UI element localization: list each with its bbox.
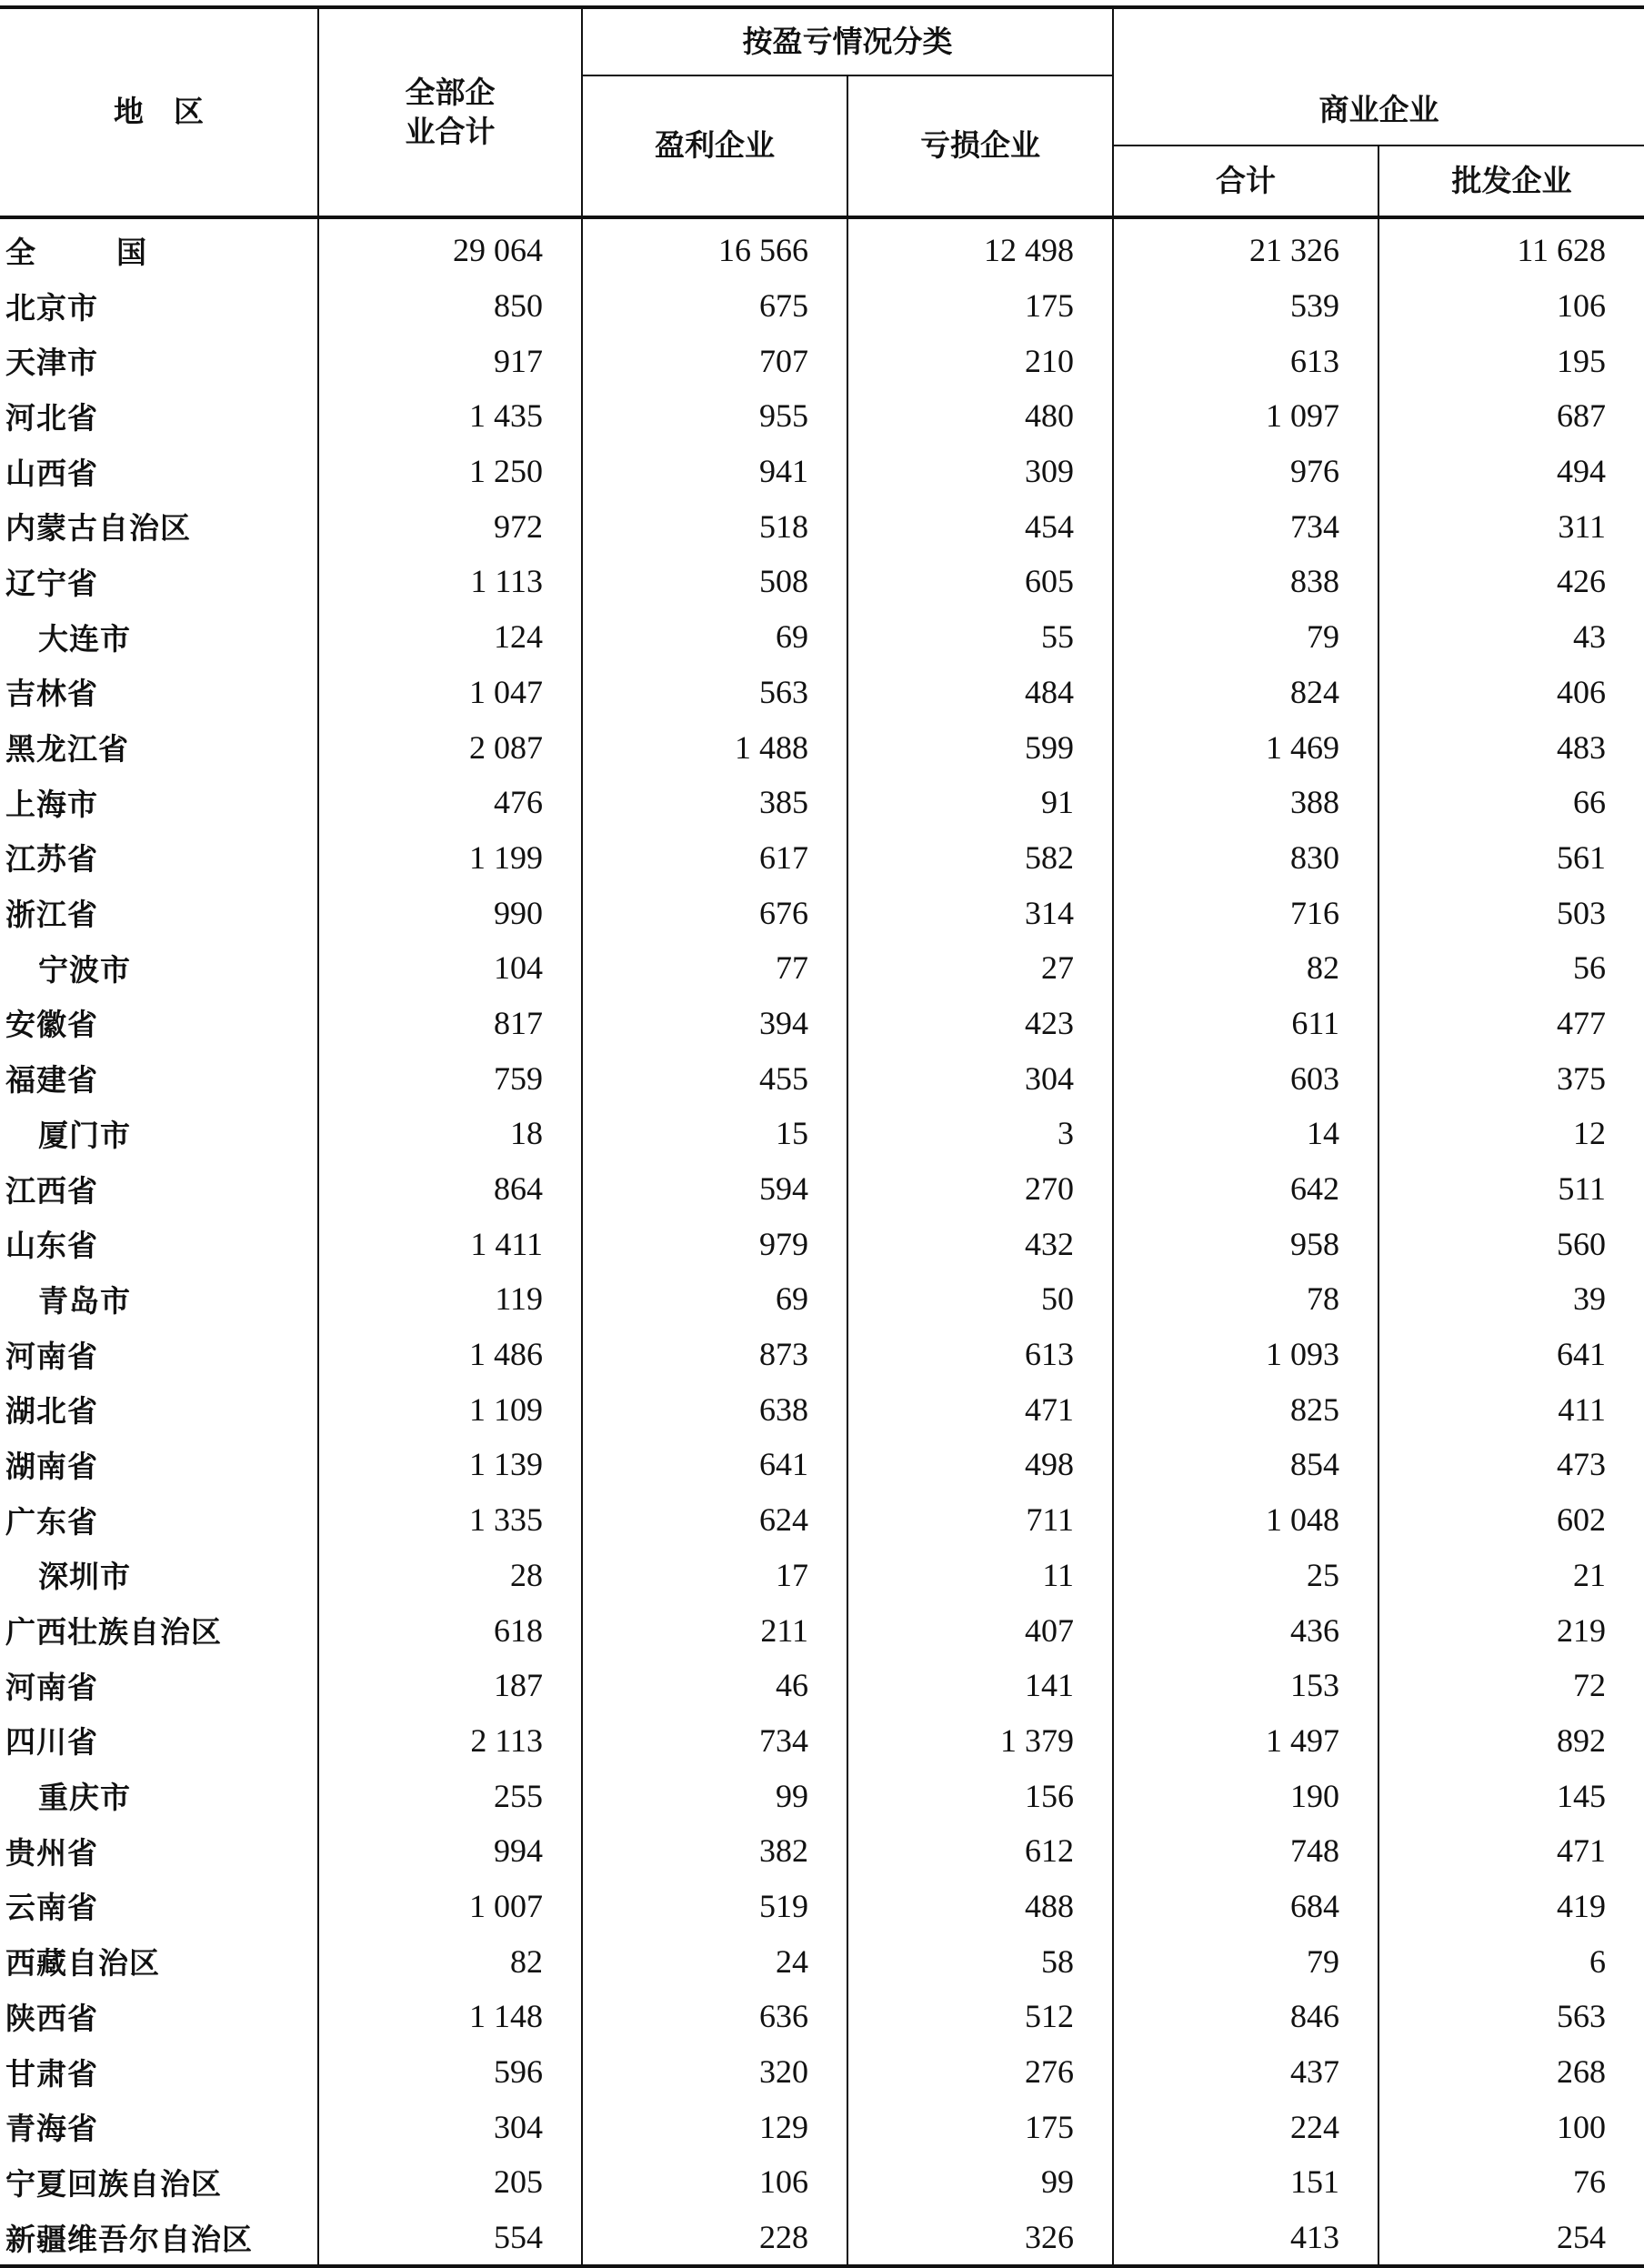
table-row (0, 1327, 1644, 1382)
cell-commercial-total: 838 (1113, 554, 1378, 609)
table-row (0, 1381, 1644, 1437)
cell-wholesale: 11 628 (1378, 217, 1644, 278)
cell-commercial-total: 1 048 (1113, 1492, 1378, 1548)
cell-profitable: 941 (582, 444, 847, 499)
cell-profitable: 617 (582, 830, 847, 886)
cell-commercial-total: 830 (1113, 830, 1378, 886)
cell-total: 82 (318, 1933, 582, 1989)
cell-total: 205 (318, 2154, 582, 2210)
cell-profitable: 636 (582, 1989, 847, 2044)
header-profit-group: 按盈亏情况分类 (582, 7, 1113, 75)
cell-loss: 91 (847, 775, 1113, 830)
cell-region: 广东省 (5, 1503, 98, 1540)
cell-loss: 270 (847, 1161, 1113, 1217)
cell-loss: 3 (847, 1106, 1113, 1161)
enterprise-statistics-table (0, 5, 1644, 2268)
cell-commercial-total: 611 (1113, 996, 1378, 1051)
cell-commercial-total: 684 (1113, 1879, 1378, 1934)
cell-total: 850 (318, 278, 582, 334)
cell-total: 972 (318, 498, 582, 554)
cell-loss: 488 (847, 1879, 1113, 1934)
cell-total: 1 109 (318, 1381, 582, 1437)
cell-profitable: 16 566 (582, 217, 847, 278)
table-header (0, 7, 1644, 217)
cell-commercial-total: 958 (1113, 1216, 1378, 1271)
cell-region: 广西壮族自治区 (5, 1614, 222, 1651)
table-row (0, 719, 1644, 775)
table-row (0, 1989, 1644, 2044)
cell-profitable: 69 (582, 609, 847, 665)
cell-total: 554 (318, 2210, 582, 2267)
cell-profitable: 707 (582, 333, 847, 388)
cell-region: 贵州省 (5, 1834, 98, 1871)
cell-loss: 99 (847, 2154, 1113, 2210)
cell-region: 内蒙古自治区 (5, 510, 191, 547)
cell-commercial-total: 1 097 (1113, 388, 1378, 444)
cell-region: 深圳市 (38, 1559, 131, 1595)
cell-loss: 407 (847, 1602, 1113, 1658)
cell-region: 湖南省 (5, 1448, 98, 1484)
cell-commercial-total: 613 (1113, 333, 1378, 388)
table-body (0, 217, 1644, 2266)
cell-loss: 326 (847, 2210, 1113, 2267)
cell-total: 990 (318, 885, 582, 940)
cell-region: 西藏自治区 (5, 1945, 160, 1982)
cell-wholesale: 511 (1378, 1161, 1644, 1217)
cell-loss: 480 (847, 388, 1113, 444)
table-row (0, 1658, 1644, 1713)
cell-total: 759 (318, 1050, 582, 1106)
cell-total: 28 (318, 1548, 582, 1603)
table-row (0, 2154, 1644, 2210)
cell-wholesale: 419 (1378, 1879, 1644, 1934)
cell-region: 宁夏回族自治区 (5, 2165, 222, 2202)
cell-total: 817 (318, 996, 582, 1051)
cell-wholesale: 195 (1378, 333, 1644, 388)
cell-commercial-total: 151 (1113, 2154, 1378, 2210)
cell-loss: 432 (847, 1216, 1113, 1271)
cell-commercial-total: 21 326 (1113, 217, 1378, 278)
header-region-label: 地 区 (114, 94, 204, 130)
cell-total: 994 (318, 1823, 582, 1879)
cell-region: 湖北省 (5, 1393, 98, 1430)
cell-profitable: 563 (582, 665, 847, 720)
table-row (0, 609, 1644, 665)
table-row (0, 1161, 1644, 1217)
cell-region: 四川省 (5, 1724, 98, 1761)
cell-loss: 141 (847, 1658, 1113, 1713)
cell-wholesale: 892 (1378, 1713, 1644, 1769)
cell-total: 1 139 (318, 1437, 582, 1492)
cell-total: 1 047 (318, 665, 582, 720)
cell-loss: 498 (847, 1437, 1113, 1492)
table-row (0, 665, 1644, 720)
cell-profitable: 99 (582, 1768, 847, 1823)
cell-profitable: 519 (582, 1879, 847, 1934)
cell-wholesale: 43 (1378, 609, 1644, 665)
cell-profitable: 320 (582, 2044, 847, 2100)
cell-loss: 156 (847, 1768, 1113, 1823)
table-row (0, 1713, 1644, 1769)
cell-total: 1 148 (318, 1989, 582, 2044)
cell-profitable: 106 (582, 2154, 847, 2210)
table-row (0, 830, 1644, 886)
cell-profitable: 77 (582, 940, 847, 996)
table-row (0, 1823, 1644, 1879)
cell-wholesale: 477 (1378, 996, 1644, 1051)
cell-total: 1 113 (318, 554, 582, 609)
cell-commercial-total: 716 (1113, 885, 1378, 940)
cell-profitable: 211 (582, 1602, 847, 1658)
table-row (0, 940, 1644, 996)
cell-commercial-total: 437 (1113, 2044, 1378, 2100)
header-loss: 亏损企业 (847, 75, 1113, 217)
cell-commercial-total: 748 (1113, 1823, 1378, 1879)
cell-profitable: 15 (582, 1106, 847, 1161)
cell-wholesale: 12 (1378, 1106, 1644, 1161)
cell-total: 18 (318, 1106, 582, 1161)
cell-total: 2 113 (318, 1713, 582, 1769)
cell-total: 1 250 (318, 444, 582, 499)
cell-wholesale: 100 (1378, 2099, 1644, 2154)
cell-region: 大连市 (38, 620, 131, 657)
cell-commercial-total: 224 (1113, 2099, 1378, 2154)
cell-region: 厦门市 (38, 1117, 131, 1153)
cell-wholesale: 145 (1378, 1768, 1644, 1823)
cell-region: 甘肃省 (5, 2055, 98, 2092)
cell-wholesale: 72 (1378, 1658, 1644, 1713)
table-row (0, 2044, 1644, 2100)
cell-total: 1 335 (318, 1492, 582, 1548)
cell-wholesale: 66 (1378, 775, 1644, 830)
cell-loss: 58 (847, 1933, 1113, 1989)
cell-commercial-total: 854 (1113, 1437, 1378, 1492)
table-row (0, 1879, 1644, 1934)
cell-loss: 471 (847, 1381, 1113, 1437)
header-region (0, 7, 318, 217)
table-row (0, 1548, 1644, 1603)
cell-region: 全 国 (5, 234, 172, 270)
cell-region: 黑龙江省 (5, 731, 129, 768)
cell-loss: 314 (847, 885, 1113, 940)
cell-commercial-total: 642 (1113, 1161, 1378, 1217)
cell-commercial-total: 539 (1113, 278, 1378, 334)
table-row (0, 278, 1644, 334)
cell-profitable: 1 488 (582, 719, 847, 775)
cell-wholesale: 21 (1378, 1548, 1644, 1603)
cell-loss: 423 (847, 996, 1113, 1051)
header-commercial-group: 商业企业 (1113, 75, 1644, 146)
cell-commercial-total: 25 (1113, 1548, 1378, 1603)
cell-region: 江苏省 (5, 841, 98, 878)
cell-total: 187 (318, 1658, 582, 1713)
table-row (0, 333, 1644, 388)
cell-total: 917 (318, 333, 582, 388)
cell-total: 1 486 (318, 1327, 582, 1382)
cell-wholesale: 411 (1378, 1381, 1644, 1437)
table-row (0, 388, 1644, 444)
cell-wholesale: 602 (1378, 1492, 1644, 1548)
cell-commercial-total: 824 (1113, 665, 1378, 720)
cell-profitable: 228 (582, 2210, 847, 2267)
cell-wholesale: 641 (1378, 1327, 1644, 1382)
cell-total: 119 (318, 1271, 582, 1327)
cell-commercial-total: 190 (1113, 1768, 1378, 1823)
cell-commercial-total: 82 (1113, 940, 1378, 996)
cell-loss: 276 (847, 2044, 1113, 2100)
cell-loss: 1 379 (847, 1713, 1113, 1769)
table-row (0, 498, 1644, 554)
cell-wholesale: 254 (1378, 2210, 1644, 2267)
cell-wholesale: 561 (1378, 830, 1644, 886)
cell-commercial-total: 1 497 (1113, 1713, 1378, 1769)
cell-total: 29 064 (318, 217, 582, 278)
table-row (0, 1933, 1644, 1989)
header-wholesale: 批发企业 (1378, 146, 1644, 217)
cell-commercial-total: 388 (1113, 775, 1378, 830)
cell-region: 河南省 (5, 1669, 98, 1705)
cell-profitable: 594 (582, 1161, 847, 1217)
table-row (0, 996, 1644, 1051)
cell-region: 北京市 (5, 289, 98, 326)
cell-loss: 309 (847, 444, 1113, 499)
cell-profitable: 17 (582, 1548, 847, 1603)
table-row (0, 1437, 1644, 1492)
cell-loss: 484 (847, 665, 1113, 720)
table-row (0, 885, 1644, 940)
table-row (0, 1492, 1644, 1548)
cell-region: 浙江省 (5, 897, 98, 933)
cell-total: 1 435 (318, 388, 582, 444)
header-total-line2: 业合计 (405, 113, 496, 149)
table-row (0, 554, 1644, 609)
cell-total: 1 199 (318, 830, 582, 886)
cell-profitable: 69 (582, 1271, 847, 1327)
cell-profitable: 129 (582, 2099, 847, 2154)
cell-commercial-total: 436 (1113, 1602, 1378, 1658)
cell-region: 安徽省 (5, 1007, 98, 1043)
cell-wholesale: 56 (1378, 940, 1644, 996)
cell-total: 1 007 (318, 1879, 582, 1934)
cell-commercial-total: 825 (1113, 1381, 1378, 1437)
cell-region: 江西省 (5, 1172, 98, 1209)
cell-profitable: 508 (582, 554, 847, 609)
header-total (318, 7, 582, 217)
cell-region: 河南省 (5, 1338, 98, 1374)
cell-wholesale: 483 (1378, 719, 1644, 775)
cell-wholesale: 39 (1378, 1271, 1644, 1327)
cell-loss: 454 (847, 498, 1113, 554)
cell-commercial-total: 603 (1113, 1050, 1378, 1106)
header-total-line1: 全部企 (405, 74, 496, 110)
cell-wholesale: 219 (1378, 1602, 1644, 1658)
cell-loss: 12 498 (847, 217, 1113, 278)
cell-loss: 605 (847, 554, 1113, 609)
cell-commercial-total: 1 469 (1113, 719, 1378, 775)
cell-wholesale: 426 (1378, 554, 1644, 609)
cell-profitable: 676 (582, 885, 847, 940)
cell-profitable: 955 (582, 388, 847, 444)
cell-region: 山东省 (5, 1228, 98, 1264)
cell-region: 吉林省 (5, 676, 98, 712)
cell-wholesale: 106 (1378, 278, 1644, 334)
cell-commercial-total: 734 (1113, 498, 1378, 554)
table-row (0, 775, 1644, 830)
cell-region: 陕西省 (5, 2000, 98, 2036)
cell-commercial-total: 79 (1113, 1933, 1378, 1989)
cell-wholesale: 406 (1378, 665, 1644, 720)
cell-wholesale: 311 (1378, 498, 1644, 554)
cell-profitable: 24 (582, 1933, 847, 1989)
cell-wholesale: 563 (1378, 1989, 1644, 2044)
cell-loss: 50 (847, 1271, 1113, 1327)
cell-profitable: 518 (582, 498, 847, 554)
cell-profitable: 455 (582, 1050, 847, 1106)
cell-loss: 175 (847, 2099, 1113, 2154)
cell-loss: 27 (847, 940, 1113, 996)
table-row (0, 2099, 1644, 2154)
cell-commercial-total: 153 (1113, 1658, 1378, 1713)
table-row (0, 2210, 1644, 2267)
cell-profitable: 382 (582, 1823, 847, 1879)
cell-loss: 582 (847, 830, 1113, 886)
cell-region: 辽宁省 (5, 565, 98, 601)
cell-commercial-total: 14 (1113, 1106, 1378, 1161)
cell-commercial-total: 846 (1113, 1989, 1378, 2044)
cell-loss: 613 (847, 1327, 1113, 1382)
cell-region: 青海省 (5, 2111, 98, 2147)
cell-commercial-total: 1 093 (1113, 1327, 1378, 1382)
cell-total: 124 (318, 609, 582, 665)
cell-loss: 175 (847, 278, 1113, 334)
cell-total: 864 (318, 1161, 582, 1217)
cell-total: 255 (318, 1768, 582, 1823)
cell-loss: 11 (847, 1548, 1113, 1603)
cell-wholesale: 6 (1378, 1933, 1644, 1989)
table-row (0, 1106, 1644, 1161)
cell-commercial-total: 413 (1113, 2210, 1378, 2267)
cell-loss: 599 (847, 719, 1113, 775)
header-commercial-total: 合计 (1113, 146, 1378, 217)
cell-loss: 304 (847, 1050, 1113, 1106)
cell-wholesale: 375 (1378, 1050, 1644, 1106)
cell-loss: 55 (847, 609, 1113, 665)
cell-profitable: 675 (582, 278, 847, 334)
cell-loss: 210 (847, 333, 1113, 388)
table-row (0, 217, 1644, 278)
header-profitable: 盈利企业 (582, 75, 847, 217)
cell-profitable: 385 (582, 775, 847, 830)
cell-wholesale: 268 (1378, 2044, 1644, 2100)
cell-wholesale: 687 (1378, 388, 1644, 444)
cell-wholesale: 494 (1378, 444, 1644, 499)
cell-total: 104 (318, 940, 582, 996)
cell-profitable: 641 (582, 1437, 847, 1492)
cell-commercial-total: 976 (1113, 444, 1378, 499)
cell-commercial-total: 78 (1113, 1271, 1378, 1327)
table-row (0, 1216, 1644, 1271)
table-row (0, 1602, 1644, 1658)
cell-total: 476 (318, 775, 582, 830)
cell-region: 河北省 (5, 399, 98, 436)
cell-region: 福建省 (5, 1062, 98, 1099)
cell-loss: 711 (847, 1492, 1113, 1548)
cell-profitable: 979 (582, 1216, 847, 1271)
cell-total: 304 (318, 2099, 582, 2154)
cell-profitable: 873 (582, 1327, 847, 1382)
table-row (0, 444, 1644, 499)
cell-total: 618 (318, 1602, 582, 1658)
table-row (0, 1271, 1644, 1327)
cell-region: 新疆维吾尔自治区 (0, 2210, 318, 2267)
cell-wholesale: 560 (1378, 1216, 1644, 1271)
cell-profitable: 624 (582, 1492, 847, 1548)
cell-total: 1 411 (318, 1216, 582, 1271)
cell-loss: 512 (847, 1989, 1113, 2044)
cell-region: 上海市 (5, 786, 98, 822)
cell-region: 重庆市 (38, 1780, 131, 1816)
cell-wholesale: 76 (1378, 2154, 1644, 2210)
cell-profitable: 394 (582, 996, 847, 1051)
cell-wholesale: 473 (1378, 1437, 1644, 1492)
cell-profitable: 734 (582, 1713, 847, 1769)
cell-region: 山西省 (5, 455, 98, 491)
table-row (0, 1768, 1644, 1823)
cell-wholesale: 503 (1378, 885, 1644, 940)
cell-region: 青岛市 (38, 1282, 131, 1319)
cell-total: 2 087 (318, 719, 582, 775)
cell-wholesale: 471 (1378, 1823, 1644, 1879)
cell-region: 云南省 (5, 1890, 98, 1926)
header-group-empty (1113, 7, 1644, 75)
cell-profitable: 638 (582, 1381, 847, 1437)
cell-total: 596 (318, 2044, 582, 2100)
cell-profitable: 46 (582, 1658, 847, 1713)
cell-loss: 612 (847, 1823, 1113, 1879)
cell-commercial-total: 79 (1113, 609, 1378, 665)
cell-region: 宁波市 (38, 951, 131, 988)
table-row (0, 1050, 1644, 1106)
cell-region: 天津市 (5, 345, 98, 381)
